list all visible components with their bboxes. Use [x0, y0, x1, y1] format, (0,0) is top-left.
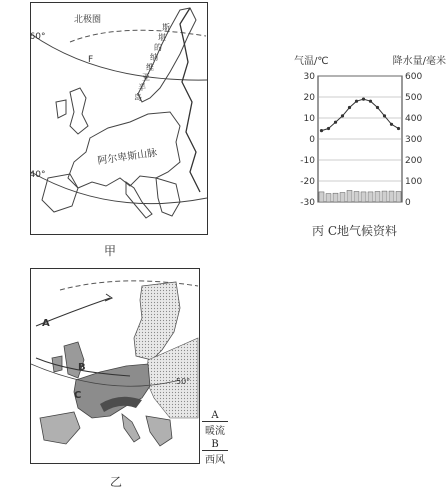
precip-bar: [333, 193, 338, 202]
temp-line: [320, 98, 400, 133]
chart-ticks: [300, 72, 422, 208]
precip-bar: [340, 193, 345, 202]
right-tick-label: 100: [405, 177, 423, 187]
left-tick-label: 10: [303, 114, 315, 124]
label-a: A: [42, 318, 50, 329]
arctic-label: 北极圈: [74, 15, 102, 25]
temp-point: [397, 127, 400, 130]
temp-point: [383, 114, 386, 117]
climate-caption: 丙 C地气候资料: [312, 224, 397, 238]
map-yi-caption: 乙: [110, 475, 123, 489]
temp-curve: [322, 99, 399, 131]
temp-point: [320, 129, 323, 132]
peninsula-char: 堪: [158, 33, 166, 42]
left-axis-label: 气温/℃: [294, 56, 329, 67]
legend-b-symbol: B: [202, 439, 228, 451]
peninsula-char: 半: [138, 83, 146, 92]
sea-label: F: [88, 55, 94, 65]
lat-50-label: 50°: [176, 377, 191, 386]
peninsula-char: 亚: [142, 73, 150, 82]
peninsula-char: 维: [146, 63, 154, 72]
right-tick-label: 600: [405, 72, 423, 82]
peninsula-char: 斯: [162, 23, 170, 32]
legend-a-text: 暖流: [205, 426, 225, 437]
map-jia-frame: [31, 3, 208, 235]
right-tick-label: 500: [405, 93, 423, 103]
left-tick-label: -20: [300, 177, 315, 187]
left-tick-label: -30: [300, 198, 315, 208]
precip-bar: [368, 192, 373, 202]
map-yi-legend: [202, 410, 228, 466]
precip-bar: [361, 192, 366, 202]
peninsula-char: 纳: [150, 53, 158, 62]
temp-point: [327, 127, 330, 130]
map-yi: [30, 268, 200, 464]
chart-grid: [318, 76, 402, 202]
map-jia: [30, 2, 208, 235]
lat-60-label: 60°: [30, 32, 46, 42]
right-tick-label: 400: [405, 114, 423, 124]
precip-bar: [319, 192, 324, 202]
temp-point: [369, 100, 372, 103]
map-jia-caption: 甲: [104, 244, 117, 258]
left-tick-label: 20: [303, 93, 315, 103]
precip-bar: [396, 192, 401, 203]
right-tick-label: 200: [405, 156, 423, 166]
mountain-label: 阿尔卑斯山脉: [96, 147, 158, 167]
peninsula-char: 的: [154, 43, 162, 52]
label-b: B: [78, 362, 86, 373]
right-tick-label: 300: [405, 135, 423, 145]
temp-point: [376, 106, 379, 109]
temp-point: [390, 123, 393, 126]
temp-point: [355, 100, 358, 103]
precip-bar: [375, 192, 380, 203]
climate-chart: [294, 52, 448, 252]
temp-point: [348, 106, 351, 109]
precip-bar: [389, 191, 394, 202]
right-tick-label: 0: [405, 198, 411, 208]
map-yi-svg: [30, 268, 200, 464]
temp-point: [334, 121, 337, 124]
peninsula-char: 岛: [134, 93, 142, 102]
precip-bar: [347, 190, 352, 202]
left-tick-label: 0: [309, 135, 315, 145]
lat-40-label: 40°: [30, 170, 46, 180]
label-c: C: [74, 390, 82, 401]
precip-bars: [319, 190, 401, 202]
left-tick-label: -10: [300, 156, 315, 166]
map-jia-svg: [30, 2, 208, 235]
temp-point: [341, 114, 344, 117]
legend-b-text: 西风: [205, 455, 225, 466]
left-tick-label: 30: [303, 72, 315, 82]
precip-bar: [354, 192, 359, 203]
precip-bar: [382, 191, 387, 202]
temp-point: [362, 98, 365, 101]
legend-a-symbol: A: [202, 410, 228, 422]
precip-bar: [326, 194, 331, 202]
right-axis-label: 降水量/毫米: [392, 56, 446, 67]
